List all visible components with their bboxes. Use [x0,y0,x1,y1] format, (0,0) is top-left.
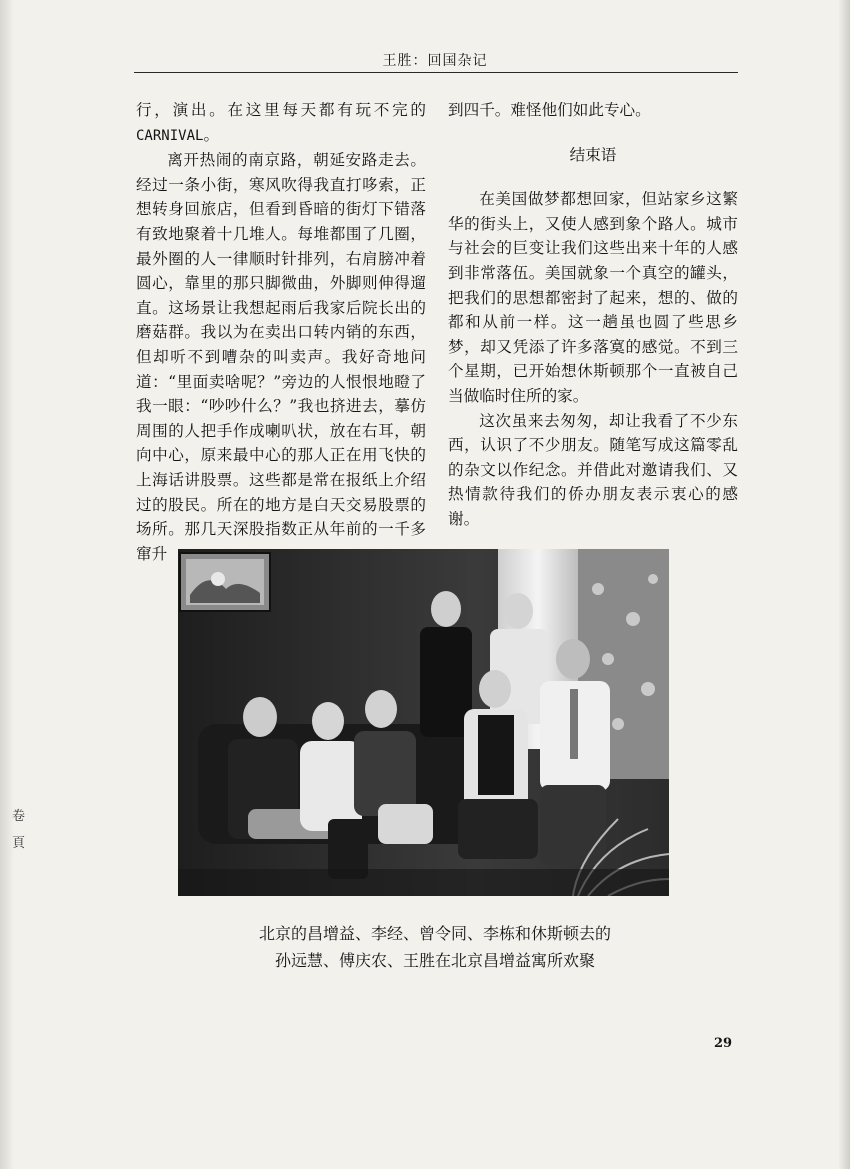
header-rule [134,72,738,73]
page-edge-left [0,0,14,1169]
left-column [136,98,426,566]
page-edge-right [838,0,850,1169]
margin-mark-1: 卷 [12,809,26,824]
paragraph-text: 行，演出。在这里每天都有玩不完的 [136,101,426,119]
paragraph-thanks: 这次虽来去匆匆，却让我看了不少东西，认识了不少朋友。随笔写成这篇零乱的杂文以作纪念。并借此对邀请我们、又热情款待我们的侨办朋友表示衷心的感谢。 [448,411,738,528]
paragraph-end: 。 [203,125,220,144]
paragraph-nanjing-road: 离开热闹的南京路，朝延安路走去。经过一条小街，寒风吹得我直打哆索，正想转身回旅店，但看到昏暗的街灯下错落有致地聚着十几堆人。每堆都围了几圈，最外圈的人一律顺时针排列，右肩膀冲着圆心，靠里的那只脚微曲，外脚则伸得遛直。这场景让我想起雨后我家后院长出的磨菇群。我以为在卖出口转内销的东西，但却听不到嘈杂的叫卖声。我好奇地问道：“里面卖啥呢？”旁边的人恨恨地瞪了我一眼：“吵吵什么？”我也挤进去，摹仿周围的人把手作成喇叭状，放在右耳，朝向中心，原来最中心的那人正在用飞快的上海话讲股票。这些都是常在报纸上介绍过的股民。所在的地方是白天交易股票的场所。那几天深股指数正从年前的一千多窜升 [136,151,426,563]
paragraph-carnival [136,98,426,148]
section-title: 结束语 [569,145,617,164]
paragraph-continuation: 到四千。难怪他们如此专心。 [448,101,651,119]
caption-line-2: 孙远慧、傅庆农、王胜在北京昌增益寓所欢聚 [274,951,595,970]
group-photo [178,549,669,896]
margin-mark-2: 頁 [12,836,26,851]
caption-line-1: 北京的昌增益、李经、曾令同、李栋和休斯顿去的 [258,924,611,943]
photo-caption [200,920,670,974]
paragraph-conclusion: 在美国做梦都想回家，但站家乡这繁华的街头上，又使人感到象个路人。城市与社会的巨变让我们这些出来十年的人感到非常落伍。美国就象一个真空的罐头，把我们的思想都密封了起来，想的、做的都和从前一样。这一趟虽也圆了些思乡梦，却又凭添了许多落寞的感觉。不到三个星期，已开始想休斯顿那个一直被自己当做临时住所的家。 [448,190,738,405]
right-column [448,98,738,532]
running-header: 王胜：回国杂记 [382,53,488,69]
carnival-word: CARNIVAL [136,127,204,144]
page-number: 29 [714,1036,733,1051]
